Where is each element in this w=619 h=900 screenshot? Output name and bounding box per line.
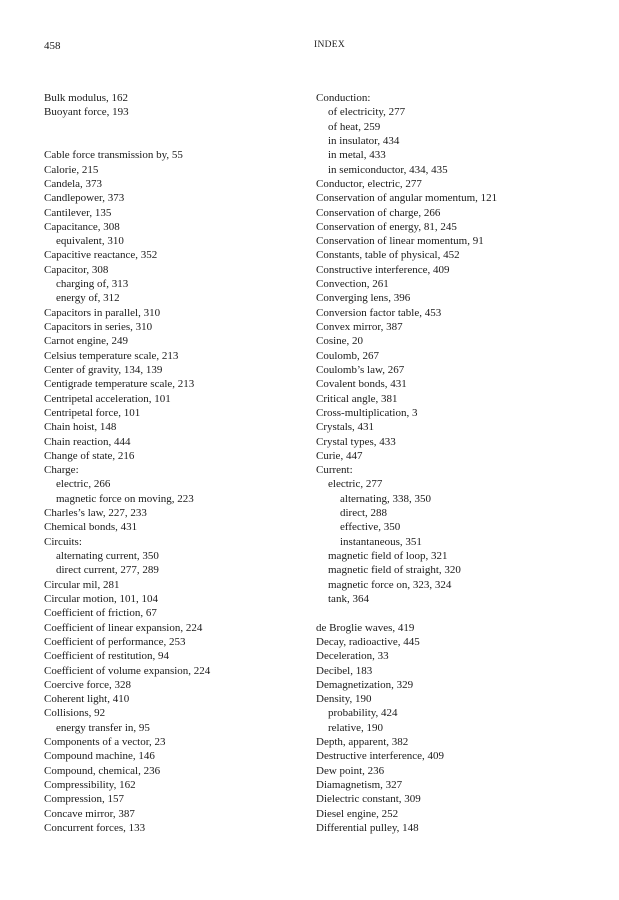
index-entry: Coefficient of friction, 67 xyxy=(44,607,157,620)
index-entry: Capacitors in series, 310 xyxy=(44,321,153,333)
index-entry: Dielectric constant, 309 xyxy=(316,793,421,806)
index-entry: Celsius temperature scale, 213 xyxy=(44,349,179,362)
index-entry: Cross-multiplication, 3 xyxy=(316,406,418,419)
index-entry: Capacitive reactance, 352 xyxy=(44,249,158,262)
index-subentry: probability, 424 xyxy=(328,707,398,720)
index-entry: Circular mil, 281 xyxy=(44,578,120,591)
index-entry: Demagnetization, 329 xyxy=(316,678,414,691)
index-entry: Change of state, 216 xyxy=(44,449,135,462)
index-entry: Compound, chemical, 236 xyxy=(44,764,161,777)
index-entry: Cable force transmission by, 55 xyxy=(44,149,183,162)
index-entry: Depth, apparent, 382 xyxy=(316,736,409,749)
index-entry: Density, 190 xyxy=(316,693,372,706)
index-subentry: energy transfer in, 95 xyxy=(56,721,150,734)
index-entry: Decibel, 183 xyxy=(316,664,373,677)
section-gap xyxy=(316,606,606,620)
index-entry: Conservation of charge, 266 xyxy=(316,206,441,219)
index-entry: Constants, table of physical, 452 xyxy=(316,249,460,262)
index-entry: Conservation of linear momentum, 91 xyxy=(316,235,484,248)
index-entry: Conversion factor table, 453 xyxy=(316,306,442,319)
index-entry: Capacitance, 308 xyxy=(44,220,120,233)
index-entry: Coefficient of volume expansion, 224 xyxy=(44,664,211,677)
index-entry: Curie, 447 xyxy=(316,449,363,462)
index-entry: Coefficient of performance, 253 xyxy=(44,635,186,648)
index-entry: Coercive force, 328 xyxy=(44,678,132,691)
index-entry: Collisions, 92 xyxy=(44,707,106,720)
index-subentry: magnetic force on moving, 223 xyxy=(56,492,194,505)
index-subentry: in semiconductor, 434, 435 xyxy=(328,163,448,176)
index-entry: Conduction: xyxy=(316,92,371,104)
index-subentry: magnetic field of straight, 320 xyxy=(328,564,461,577)
index-subentry: effective, 350 xyxy=(340,521,401,534)
index-subentry: alternating, 338, 350 xyxy=(340,492,432,505)
index-subentry: electric, 277 xyxy=(328,478,383,491)
index-entry: Charles’s law, 227, 233 xyxy=(44,507,147,520)
index-entry: Bulk modulus, 162 xyxy=(44,92,129,104)
index-entry: Charge: xyxy=(44,464,79,477)
index-entry: Converging lens, 396 xyxy=(316,292,411,305)
index-entry: Coulomb, 267 xyxy=(316,349,379,362)
index-entry: Circuits: xyxy=(44,535,82,548)
index-entry: Convex mirror, 387 xyxy=(316,321,403,333)
index-subentry: of electricity, 277 xyxy=(328,106,406,119)
index-entry: Circular motion, 101, 104 xyxy=(44,592,158,605)
index-entry: Concave mirror, 387 xyxy=(44,807,135,820)
index-entry: Components of a vector, 23 xyxy=(44,736,166,749)
page-number: 458 xyxy=(44,40,61,52)
index-column-left xyxy=(44,91,306,835)
index-entry: Candlepower, 373 xyxy=(44,192,125,205)
index-entry: Centripetal acceleration, 101 xyxy=(44,392,171,405)
index-entry: Conductor, electric, 277 xyxy=(316,177,422,190)
index-subentry: magnetic force on, 323, 324 xyxy=(328,578,452,591)
index-subentry: magnetic field of loop, 321 xyxy=(328,550,448,562)
index-entry: Conservation of energy, 81, 245 xyxy=(316,220,457,233)
index-subentry: direct, 288 xyxy=(340,507,388,520)
index-column-right xyxy=(316,91,606,835)
index-entry: Coefficient of linear expansion, 224 xyxy=(44,621,203,634)
index-entry: Concurrent forces, 133 xyxy=(44,821,146,834)
index-entry: Coherent light, 410 xyxy=(44,693,130,706)
index-entry: Compressibility, 162 xyxy=(44,779,136,791)
index-entry: Critical angle, 381 xyxy=(316,392,398,405)
index-entry: Dew point, 236 xyxy=(316,764,385,777)
index-subentry: of heat, 259 xyxy=(328,120,381,133)
index-entry: Diesel engine, 252 xyxy=(316,807,399,820)
running-head: INDEX xyxy=(314,40,346,50)
index-entry: Chain reaction, 444 xyxy=(44,435,131,448)
index-entry: Decay, radioactive, 445 xyxy=(316,635,420,648)
index-entry: Candela, 373 xyxy=(44,177,103,190)
index-entry: Center of gravity, 134, 139 xyxy=(44,363,163,376)
index-entry: Compound machine, 146 xyxy=(44,750,155,763)
index-entry: Calorie, 215 xyxy=(44,163,99,176)
page-header xyxy=(0,40,619,56)
index-entry: Capacitors in parallel, 310 xyxy=(44,306,161,319)
index-entry: Compression, 157 xyxy=(44,793,125,806)
index-entry: Deceleration, 33 xyxy=(316,650,389,663)
index-entry: Destructive interference, 409 xyxy=(316,750,444,763)
index-entry: Covalent bonds, 431 xyxy=(316,378,407,391)
index-entry: Chain hoist, 148 xyxy=(44,421,117,434)
index-entry: Current: xyxy=(316,464,353,477)
index-entry: Centigrade temperature scale, 213 xyxy=(44,378,195,391)
index-entry: Crystal types, 433 xyxy=(316,435,396,448)
index-subentry: instantaneous, 351 xyxy=(340,535,422,548)
index-entry: Chemical bonds, 431 xyxy=(44,521,138,534)
index-entry: Cosine, 20 xyxy=(316,335,364,348)
index-entry: Coefficient of restitution, 94 xyxy=(44,650,170,663)
index-subentry: electric, 266 xyxy=(56,478,111,491)
index-entry: Convection, 261 xyxy=(316,278,389,291)
index-subentry: in insulator, 434 xyxy=(328,134,400,147)
index-subentry: direct current, 277, 289 xyxy=(56,564,159,577)
index-entry: Constructive interference, 409 xyxy=(316,263,450,276)
index-entry: Capacitor, 308 xyxy=(44,263,109,276)
index-subentry: tank, 364 xyxy=(328,592,369,605)
index-entry: Crystals, 431 xyxy=(316,421,375,434)
index-entry: Coulomb’s law, 267 xyxy=(316,363,405,376)
index-entry: Differential pulley, 148 xyxy=(316,821,419,834)
index-subentry: equivalent, 310 xyxy=(56,235,124,248)
index-subentry: in metal, 433 xyxy=(328,149,386,162)
index-subentry: energy of, 312 xyxy=(56,292,120,305)
index-entry: Diamagnetism, 327 xyxy=(316,779,403,791)
index-subentry: charging of, 313 xyxy=(56,278,129,291)
index-entry: Cantilever, 135 xyxy=(44,206,112,219)
index-entry: de Broglie waves, 419 xyxy=(316,621,415,634)
index-entry: Carnot engine, 249 xyxy=(44,335,129,348)
index-entry: Centripetal force, 101 xyxy=(44,406,141,419)
section-gap xyxy=(44,120,306,149)
index-subentry: alternating current, 350 xyxy=(56,550,159,562)
index-entry: Buoyant force, 193 xyxy=(44,106,129,119)
index-entry: Conservation of angular momentum, 121 xyxy=(316,192,498,205)
index-subentry: relative, 190 xyxy=(328,721,383,734)
